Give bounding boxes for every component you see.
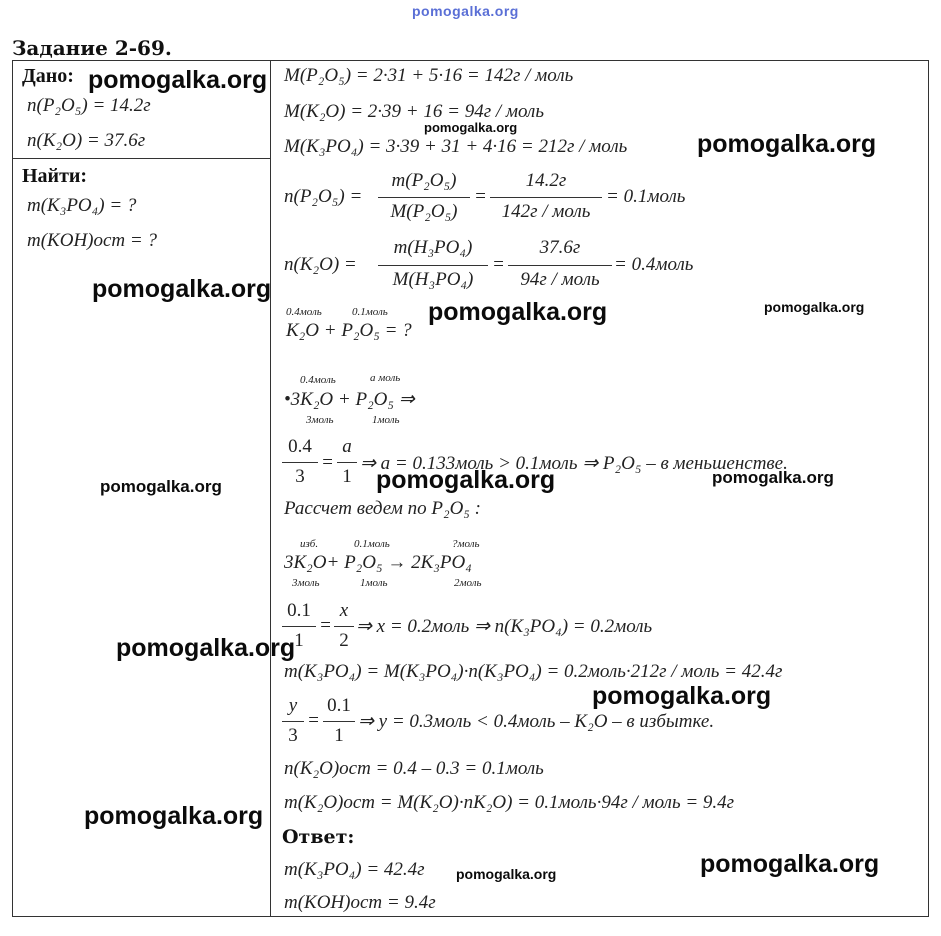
- site-header[interactable]: pomogalka.org: [412, 3, 519, 19]
- p2-f1-denominator: 1: [294, 630, 304, 651]
- calculation-note: Рассчет ведем по P₂O₅ :: [284, 498, 481, 519]
- watermark: pomogalka.org: [700, 850, 880, 878]
- find-heading: Найти:: [22, 165, 88, 187]
- watermark: pomogalka.org: [764, 299, 865, 315]
- watermark: pomogalka.org: [424, 120, 518, 135]
- p1-fraction-2: [337, 436, 357, 490]
- r3-above-k2o: изб.: [300, 538, 319, 550]
- n-p2o5-f2-numerator: 14.2г: [525, 170, 567, 191]
- p1-equals: =: [321, 452, 334, 473]
- column-divider: [270, 60, 271, 917]
- r1-above-k2o: 0.4моль: [286, 306, 322, 318]
- given-heading: Дано:: [22, 65, 74, 87]
- r2-below-k2o: 3моль: [306, 414, 334, 426]
- n-p2o5-equals: =: [474, 186, 487, 207]
- answer-line-1: m(K₃PO₄) = 42.4г: [284, 859, 425, 880]
- n-p2o5-fraction-1: [378, 170, 470, 226]
- p1-f1-denominator: 3: [295, 466, 305, 487]
- r2-below-p2o5: 1моль: [372, 414, 400, 426]
- p3-f1-numerator: y: [288, 695, 298, 716]
- p2-f2-denominator: 2: [339, 630, 349, 651]
- p1-f2-numerator: a: [342, 436, 352, 457]
- watermark: pomogalka.org: [100, 477, 222, 496]
- molar-mass-k2o: M(K₂O) = 2·39 + 16 = 94г / моль: [284, 101, 544, 122]
- watermark: pomogalka.org: [697, 130, 877, 158]
- p3-f2-denominator: 1: [334, 725, 344, 746]
- watermark: pomogalka.org: [84, 802, 264, 830]
- p1-fraction-1: [282, 436, 318, 490]
- given-line-2: n(K₂O) = 37.6г: [27, 130, 146, 151]
- p2-f2-numerator: x: [339, 600, 349, 621]
- r3-below-k2o: 3моль: [292, 577, 320, 589]
- watermark: pomogalka.org: [88, 66, 268, 94]
- r3-below-p2o5: 1моль: [360, 577, 388, 589]
- p1-f2-denominator: 1: [342, 466, 352, 487]
- n-k2o-f1-numerator: m(H₃PO₄): [393, 237, 473, 258]
- watermark: pomogalka.org: [456, 866, 557, 882]
- reaction-3: 3K₂O+ P₂O₅ → 2K₃PO₄: [284, 552, 472, 573]
- molar-mass-p2o5: M(P₂O₅) = 2·31 + 5·16 = 142г / моль: [284, 65, 574, 86]
- n-k2o-fraction-1: [378, 237, 488, 295]
- task-title: Задание 2-69.: [12, 36, 172, 60]
- r1-above-p2o5: 0.1моль: [352, 306, 388, 318]
- watermark: pomogalka.org: [376, 466, 556, 494]
- find-line-2: m(KOH)ост = ?: [27, 230, 157, 251]
- n-k2o-f2-numerator: 37.6г: [539, 237, 581, 258]
- r3-above-p2o5: 0.1моль: [354, 538, 390, 550]
- molar-mass-k3po4: M(K₃PO₄) = 3·39 + 31 + 4·16 = 212г / моль: [284, 136, 628, 157]
- p2-f1-numerator: 0.1: [287, 600, 311, 621]
- n-p2o5-f1-denominator: M(P₂O₅): [390, 201, 458, 222]
- p3-equals: =: [307, 710, 320, 731]
- n-k2o-equals: =: [492, 254, 505, 275]
- r3-above-k3po4: ?моль: [452, 538, 480, 550]
- remaining-mass-k2o: m(K₂O)ост = M(K₂O)·nK₂O) = 0.1моль·94г / моль = 9.4г: [284, 792, 735, 813]
- mass-k3po4: m(K₃PO₄) = M(K₃PO₄)·n(K₃PO₄) = 0.2моль·212г / моль = 42.4г: [284, 661, 783, 682]
- remaining-moles-k2o: n(K₂O)ост = 0.4 – 0.3 = 0.1моль: [284, 758, 544, 779]
- n-p2o5-result: = 0.1моль: [606, 186, 686, 207]
- watermark: pomogalka.org: [712, 468, 834, 487]
- p1-conclusion: ⇒ a = 0.133моль > 0.1моль ⇒ P₂O₅ – в меньшенстве.: [360, 453, 788, 474]
- n-p2o5-fraction-2: [490, 170, 602, 226]
- n-k2o-fraction-2: [508, 237, 612, 295]
- r3-below-k3po4: 2моль: [454, 577, 482, 589]
- r2-above-p2o5: a моль: [370, 372, 401, 384]
- watermark: pomogalka.org: [116, 634, 296, 662]
- n-k2o-result: = 0.4моль: [614, 254, 694, 275]
- p3-f1-denominator: 3: [288, 725, 298, 746]
- answer-line-2: m(KOH)ост = 9.4г: [284, 892, 436, 913]
- n-k2o-f2-denominator: 94г / моль: [520, 269, 600, 290]
- n-p2o5-f1-numerator: m(P₂O₅): [391, 170, 457, 191]
- p2-fraction-2: [334, 600, 354, 654]
- watermark: pomogalka.org: [92, 275, 272, 303]
- p3-fraction-1: [282, 695, 304, 749]
- n-p2o5-f2-denominator: 142г / моль: [501, 201, 591, 222]
- n-k2o-lhs: n(K₂O) =: [284, 254, 357, 275]
- p3-fraction-2: [323, 695, 355, 749]
- watermark: pomogalka.org: [428, 298, 608, 326]
- answer-heading: Ответ:: [282, 826, 355, 848]
- watermark: pomogalka.org: [592, 682, 772, 710]
- p3-conclusion: ⇒ y = 0.3моль < 0.4моль – K₂O – в избытке.: [358, 711, 715, 732]
- find-line-1: m(K₃PO₄) = ?: [27, 195, 137, 216]
- reaction-2: •3K₂O + P₂O₅ ⇒: [284, 389, 415, 410]
- p2-conclusion: ⇒ x = 0.2моль ⇒ n(K₃PO₄) = 0.2моль: [356, 616, 653, 637]
- n-p2o5-lhs: n(P₂O₅) =: [284, 186, 363, 207]
- n-k2o-f1-denominator: M(H₃PO₄): [392, 269, 474, 290]
- given-find-divider: [12, 158, 271, 159]
- reaction-1: K₂O + P₂O₅ = ?: [286, 320, 412, 341]
- p1-f1-numerator: 0.4: [288, 436, 312, 457]
- r2-above-k2o: 0.4моль: [300, 374, 336, 386]
- p3-f2-numerator: 0.1: [327, 695, 351, 716]
- given-line-1: n(P₂O₅) = 14.2г: [27, 95, 151, 116]
- p2-equals: =: [319, 615, 332, 636]
